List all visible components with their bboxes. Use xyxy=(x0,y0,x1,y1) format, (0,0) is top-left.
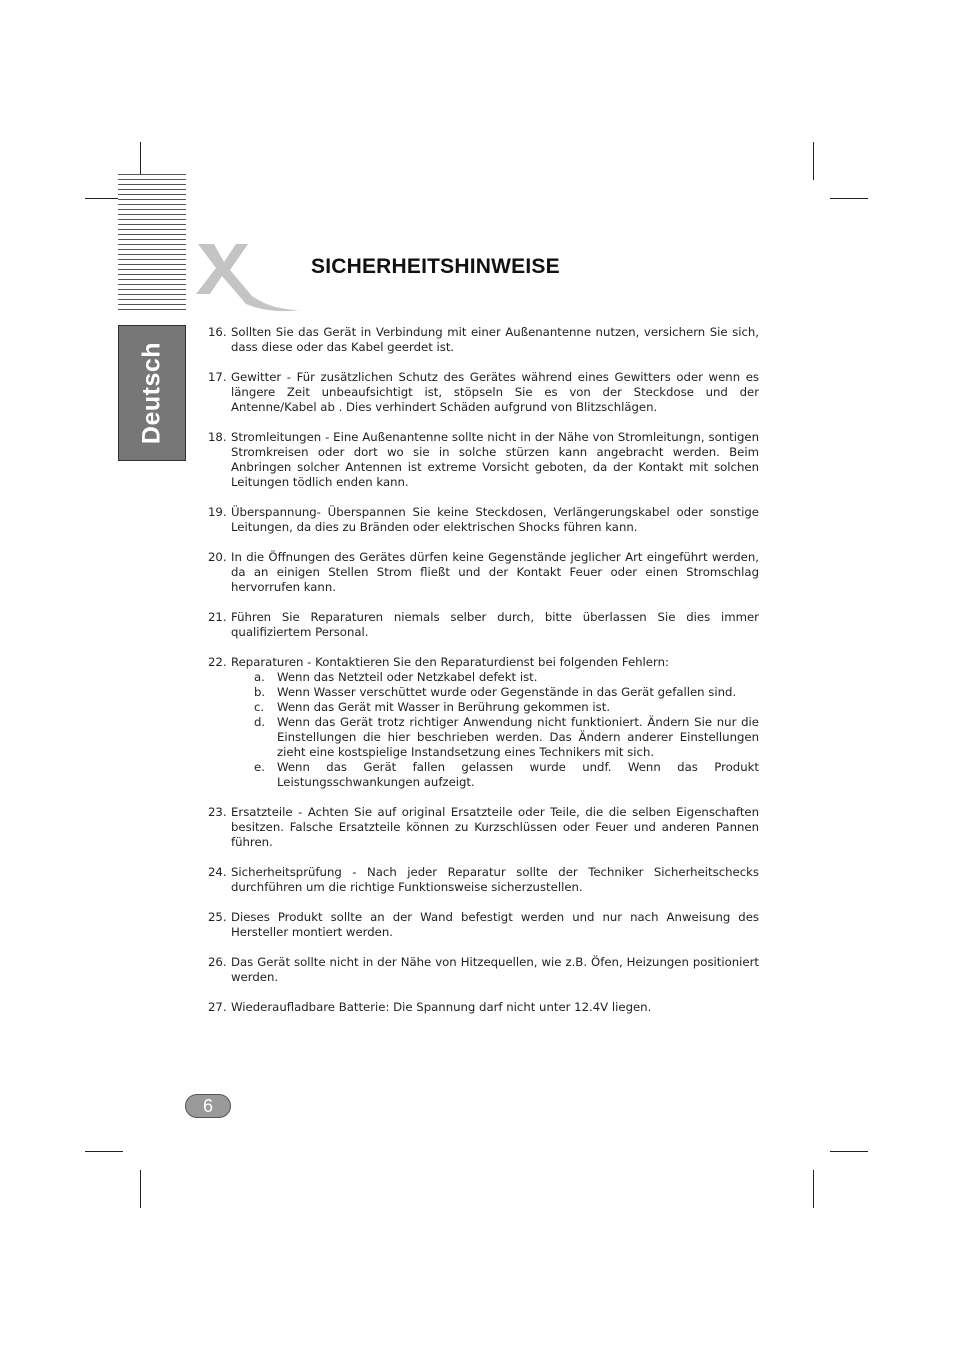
crop-mark xyxy=(830,1151,868,1152)
sub-item-text: Wenn das Netzteil oder Netzkabel defekt ist. xyxy=(277,670,538,684)
item-number: 24. xyxy=(208,865,227,879)
sub-list-item xyxy=(231,760,759,790)
item-number: 19. xyxy=(208,505,227,519)
sub-item-letter: c. xyxy=(254,700,265,714)
item-number: 22. xyxy=(208,655,227,669)
list-item xyxy=(204,805,759,850)
item-number: 25. xyxy=(208,910,227,924)
item-number: 17. xyxy=(208,370,227,384)
list-item xyxy=(204,865,759,895)
sub-list-item xyxy=(231,700,759,715)
item-text: In die Öffnungen des Gerätes dürfen keine Gegenstände jeglicher Art eingeführt werden, da an einigen Stellen Strom fließt und der Kontakt Feuer oder einen Stromschlag hervorrufen kann. xyxy=(231,550,759,594)
sub-item-text: Wenn das Gerät trotz richtiger Anwendung nicht funktioniert. Ändern Sie nur die Einstellungen die hier beschrieben werden. Das Ändern anderer Einstellungen zieht eine kostspielige Instandsetzung eines Technikers mit sich. xyxy=(277,715,759,759)
item-number: 27. xyxy=(208,1000,227,1014)
sub-list xyxy=(231,670,759,790)
item-text: Führen Sie Reparaturen niemals selber durch, bitte überlassen Sie dies immer qualifiziertem Personal. xyxy=(231,610,759,639)
decorative-stripes xyxy=(118,174,186,314)
crop-mark xyxy=(813,142,814,180)
list-item xyxy=(204,955,759,985)
sub-list-item xyxy=(231,685,759,700)
item-number: 26. xyxy=(208,955,227,969)
crop-mark xyxy=(85,1151,123,1152)
page-number-badge: 6 xyxy=(185,1094,231,1118)
page-title: SICHERHEITSHINWEISE xyxy=(311,255,560,278)
list-item xyxy=(204,430,759,490)
list-item xyxy=(204,550,759,595)
list-item xyxy=(204,370,759,415)
item-text: Sollten Sie das Gerät in Verbindung mit einer Außenantenne nutzen, versichern Sie sich, dass diese oder das Kabel geerdet ist. xyxy=(231,325,759,354)
list-item xyxy=(204,325,759,355)
item-text: Gewitter - Für zusätzlichen Schutz des Gerätes während eines Gewitters oder wenn es längere Zeit unbeaufsichtigt ist, stöpseln Sie es von der Steckdose und der Antenne/Kabel ab . Dies verhindert Schäden aufgrund von Blitzschlägen. xyxy=(231,370,759,414)
sub-item-letter: b. xyxy=(254,685,266,699)
sub-item-text: Wenn Wasser verschüttet wurde oder Gegenstände in das Gerät gefallen sind. xyxy=(277,685,737,699)
x-brand-logo-icon xyxy=(192,240,302,316)
item-number: 21. xyxy=(208,610,227,624)
crop-mark xyxy=(813,1170,814,1208)
language-tab xyxy=(118,325,186,461)
item-text: Ersatzteile - Achten Sie auf original Ersatzteile oder Teile, die die selben Eigenschaften besitzen. Falsche Ersatzteile können zu Kurzschlüssen oder Feuer und anderen Pannen führen. xyxy=(231,805,759,849)
sub-item-letter: a. xyxy=(254,670,265,684)
safety-instructions-list xyxy=(204,325,759,1030)
item-text: Dieses Produkt sollte an der Wand befestigt werden und nur nach Anweisung des Hersteller montiert werden. xyxy=(231,910,759,939)
sub-item-text: Wenn das Gerät fallen gelassen wurde undf. Wenn das Produkt Leistungsschwankungen aufzeigt. xyxy=(277,760,759,789)
item-text: Überspannung- Überspannen Sie keine Steckdosen, Verlängerungskabel oder sonstige Leitungen, da dies zu Bränden oder elektrischen Shocks führen kann. xyxy=(231,505,759,534)
item-number: 18. xyxy=(208,430,227,444)
list-item xyxy=(204,610,759,640)
item-number: 20. xyxy=(208,550,227,564)
item-number: 23. xyxy=(208,805,227,819)
item-text: Sicherheitsprüfung - Nach jeder Reparatur sollte der Techniker Sicherheitschecks durchführen um die richtige Funktionsweise sicherzustellen. xyxy=(231,865,759,894)
crop-mark xyxy=(830,198,868,199)
crop-mark xyxy=(140,1170,141,1208)
list-item xyxy=(204,505,759,535)
item-text: Reparaturen - Kontaktieren Sie den Reparaturdienst bei folgenden Fehlern: xyxy=(231,655,669,669)
sub-list-item xyxy=(231,715,759,760)
language-tab-label: Deutsch xyxy=(137,341,166,445)
item-text: Das Gerät sollte nicht in der Nähe von Hitzequellen, wie z.B. Öfen, Heizungen positioniert werden. xyxy=(231,955,759,984)
sub-item-text: Wenn das Gerät mit Wasser in Berührung gekommen ist. xyxy=(277,700,611,714)
sub-list-item xyxy=(231,670,759,685)
list-item xyxy=(204,1000,759,1015)
sub-item-letter: e. xyxy=(254,760,265,774)
sub-item-letter: d. xyxy=(254,715,266,729)
item-text: Wiederaufladbare Batterie: Die Spannung darf nicht unter 12.4V liegen. xyxy=(231,1000,652,1014)
item-number: 16. xyxy=(208,325,227,339)
item-text: Stromleitungen - Eine Außenantenne sollte nicht in der Nähe von Stromleitungn, sontigen Stromkreisen oder dort wo sie in solche stürzen kann angebracht werden. Beim Anbringen solcher Antennen ist extreme Vorsicht geboten, da der Kontakt mit solchen Leitungen tödlich enden kann. xyxy=(231,430,759,489)
list-item xyxy=(204,910,759,940)
list-item xyxy=(204,655,759,790)
